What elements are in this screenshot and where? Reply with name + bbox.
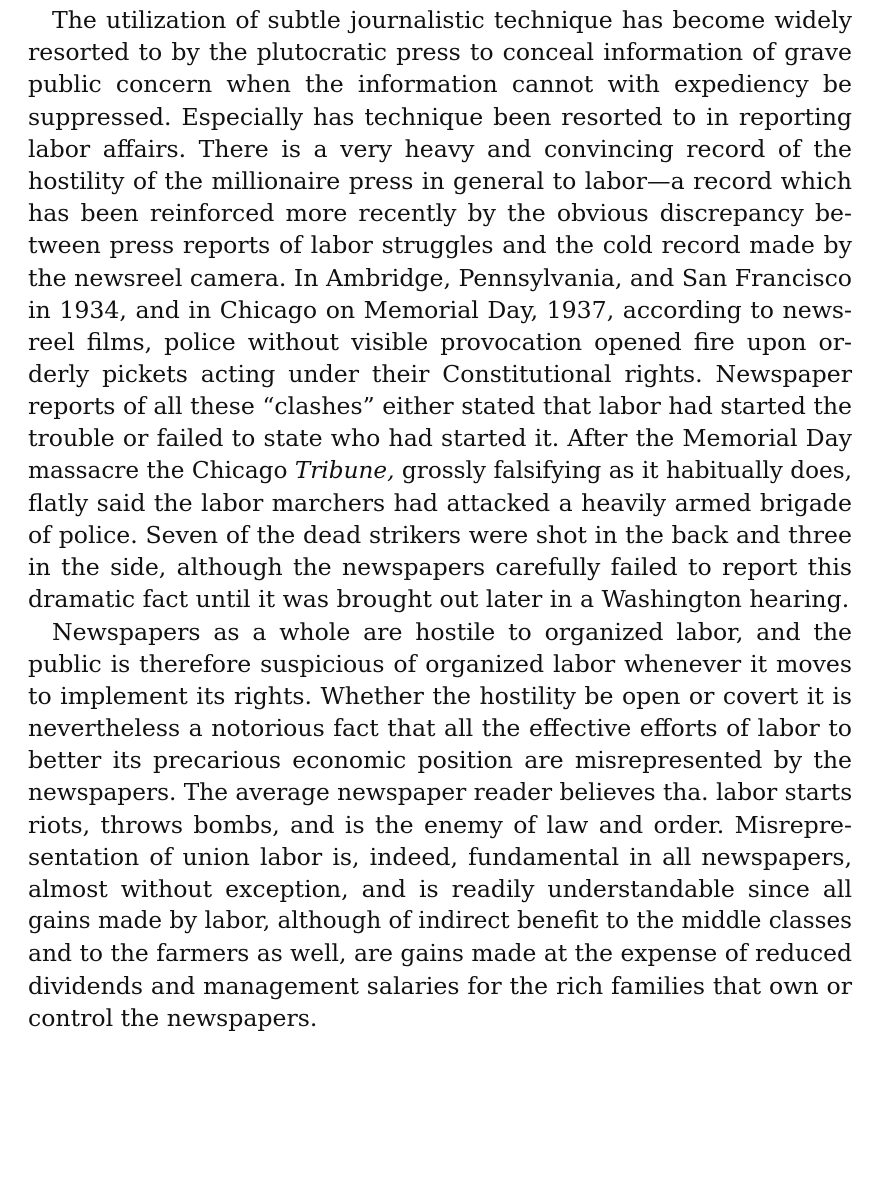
text-segment: grossly falsifying as it habitually does, (394, 456, 852, 484)
text-line: sentation of union labor is, indeed, fundamental in all newspapers, (28, 842, 852, 871)
text-line: nevertheless a notorious fact that all the effective efforts of labor to (28, 714, 852, 743)
newspaper-title-italic: Tribune, (294, 456, 395, 484)
text-line: derly pickets acting under their Constitutional rights. Newspaper (28, 360, 852, 389)
text-line: to implement its rights. Whether the hostility be open or covert it is (28, 681, 852, 710)
text-line: control the newspapers. (28, 1003, 318, 1032)
text-line: dramatic fact until it was brought out later in a Washington hearing. (28, 585, 850, 614)
paragraph-2 (28, 616, 852, 1034)
text-line: better its precarious economic position are misrepresented by the (28, 746, 852, 775)
text-line: Newspapers as a whole are hostile to organized labor, and the (52, 617, 852, 646)
text-line: suppressed. Especially has technique been resorted to in reporting (28, 102, 852, 131)
text-line: reel films, police without visible provocation opened fire upon or- (28, 327, 852, 356)
text-line: the newsreel camera. In Ambridge, Pennsylvania, and San Francisco (28, 263, 852, 292)
text-line: dividends and management salaries for the rich families that own or (28, 971, 852, 1000)
text-line: The utilization of subtle journalistic technique has become widely (52, 6, 852, 34)
text-line: has been reinforced more recently by the obvious discrepancy be- (28, 199, 852, 228)
text-line: flatly said the labor marchers had attacked a heavily armed brigade (28, 488, 852, 517)
paragraph-1 (28, 4, 852, 616)
text-line: gains made by labor, although of indirect benefit to the middle classes (28, 908, 852, 935)
text-line: newspapers. The average newspaper reader believes tha. labor starts (28, 778, 853, 806)
text-line: of police. Seven of the dead strikers were shot in the back and three (28, 521, 852, 549)
text-line: labor affairs. There is a very heavy and convincing record of the (28, 134, 852, 163)
text-line: resorted to by the plutocratic press to conceal information of grave (28, 38, 852, 67)
text-line: trouble or failed to state who had started it. After the Memorial Day (28, 424, 852, 453)
text-line: reports of all these “clashes” either stated that labor had started the (28, 392, 852, 421)
text-line: almost without exception, and is readily understandable since all (28, 875, 852, 904)
document-page (28, 4, 852, 1034)
text-line: public is therefore suspicious of organized labor whenever it moves (28, 649, 852, 678)
text-segment: massacre the Chicago (28, 456, 295, 484)
text-line-with-italic (28, 455, 852, 487)
text-line: hostility of the millionaire press in general to labor—a record which (28, 166, 852, 195)
text-line: riots, throws bombs, and is the enemy of law and order. Misrepre- (28, 810, 852, 839)
text-line: and to the farmers as well, are gains made at the expense of reduced (28, 939, 852, 968)
text-line: tween press reports of labor struggles and the cold record made by (28, 231, 852, 260)
text-line: in the side, although the newspapers carefully failed to report this (28, 553, 852, 582)
text-line: public concern when the information cannot with expediency be (28, 70, 852, 99)
text-line: in 1934, and in Chicago on Memorial Day, 1937, according to news- (28, 295, 852, 324)
